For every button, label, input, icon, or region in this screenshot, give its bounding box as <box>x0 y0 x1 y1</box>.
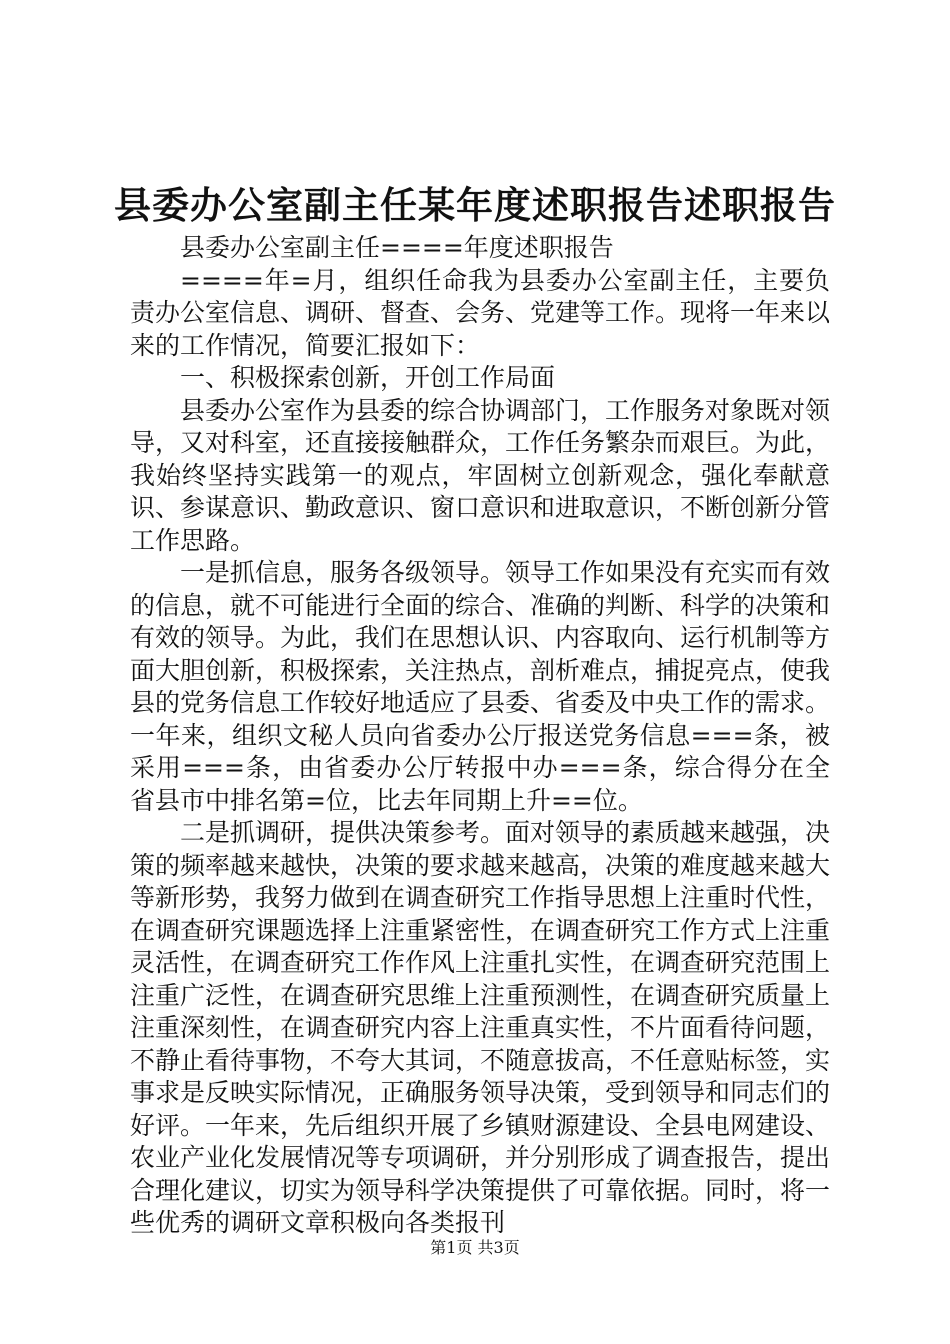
page-number-footer: 第1页 共3页 <box>430 1238 520 1257</box>
document-body <box>130 232 830 1240</box>
section-heading: 一、积极探索创新，开创工作局面 <box>180 363 556 392</box>
intro-paragraph: ====年=月，组织任命我为县委办公室副主任，主要负责办公室信息、调研、督查、会务、党建等工作。现将一年来以来的工作情况，简要汇报如下： <box>130 265 831 360</box>
report-subtitle: 县委办公室副主任====年度述职报告 <box>180 233 614 262</box>
body-paragraph: 一是抓信息，服务各级领导。领导工作如果没有充实而有效的信息，就不可能进行全面的综合、准确的判断、科学的决策和有效的领导。为此，我们在思想认识、内容取向、运行机制等方面大胆创新，积极探索，关注热点，剖析难点，捕捉亮点，使我县的党务信息工作较好地适应了县委、省委及中央工作的需求。一年来，组织文秘人员向省委办公厅报送党务信息===条，被采用===条，由省委办公厅转报中办===条，综合得分在全省县市中排名第=位，比去年同期上升==位。 <box>130 558 831 815</box>
document-title: 县委办公室副主任某年度述职报告述职报告 <box>114 183 836 227</box>
body-paragraph: 二是抓调研，提供决策参考。面对领导的素质越来越强，决策的频率越来越快，决策的要求越来越高，决策的难度越来越大等新形势，我努力做到在调查研究工作指导思想上注重时代性，在调查研究课题选择上注重紧密性，在调查研究工作方式上注重灵活性，在调查研究工作作风上注重扎实性，在调查研究范围上注重广泛性，在调查研究思维上注重预测性，在调查研究质量上注重深刻性，在调查研究内容上注重真实性，不片面看待问题，不静止看待事物，不夸大其词，不随意拔高，不任意贴标签，实事求是反映实际情况，正确服务领导决策，受到领导和同志们的好评。一年来，先后组织开展了乡镇财源建设、全县电网建设、农业产业化发展情况等专项调研，并分别形成了调查报告，提出合理化建议，切实为领导科学决策提供了可靠依据。同时，将一些优秀的调研文章积极向各类报刊 <box>130 818 831 1237</box>
body-paragraph: 县委办公室作为县委的综合协调部门，工作服务对象既对领导，又对科室，还直接接触群众，工作任务繁杂而艰巨。为此，我始终坚持实践第一的观点，牢固树立创新观念，强化奉献意识、参谋意识、勤政意识、窗口意识和进取意识，不断创新分管工作思路。 <box>130 395 831 555</box>
